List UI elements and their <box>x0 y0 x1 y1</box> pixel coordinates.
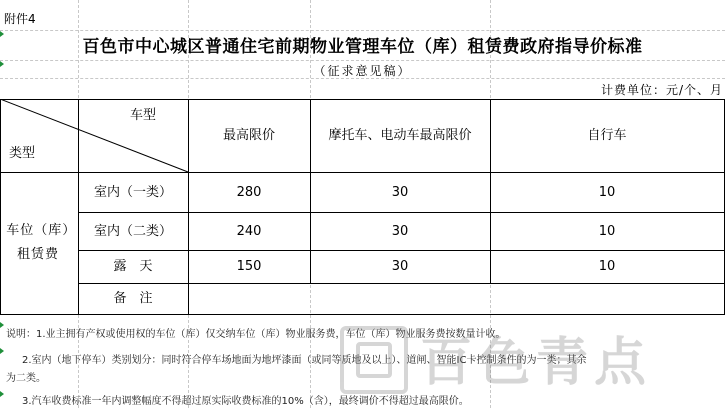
page-title: 百色市中心城区普通住宅前期物业管理车位（库）租赁费政府指导价标准 <box>82 37 643 57</box>
note-line: 为二类。 <box>6 373 46 384</box>
page-subtitle: （征求意见稿） <box>313 64 412 78</box>
column-header-motorcycle: 摩托车、电动车最高限价 <box>328 128 472 143</box>
category-label: 车位（库）租赁费 <box>6 223 70 262</box>
note-line: 3.汽车收费标准一年内调整幅度不得超过原实际收费标准的10%（含），最终调价不得超过最高限价。 <box>22 396 469 407</box>
row-name: 室内（二类） <box>93 223 172 239</box>
table-cell: 30 <box>391 259 409 274</box>
header-category: 类型 <box>8 145 35 161</box>
attachment-label: 附件4 <box>4 12 36 26</box>
row-name: 室内（一类） <box>93 184 172 200</box>
watermark-text: 百色青点 <box>420 333 653 393</box>
table-cell: 30 <box>391 223 409 239</box>
header-vehicle-type: 车型 <box>129 107 156 123</box>
table-cell: 280 <box>236 184 262 200</box>
unit-label: 计费单位：元/个、月 <box>600 83 723 97</box>
table-cell: 240 <box>236 223 262 239</box>
table-cell: 150 <box>236 259 262 274</box>
note-line: 说明：1.业主拥有产权或使用权的车位（库）仅交纳车位（库）物业服务费，车位（库）物业服务费按数量计收。 <box>6 329 506 340</box>
column-header-bicycle: 自行车 <box>587 128 627 143</box>
note-line: 2.室内（地下停车）类别划分：同时符合停车场地面为地坪漆面（或同等质地及以上）、道闸、智能IC卡控制条件的为一类；其余 <box>22 355 587 366</box>
cell-error-marker <box>0 322 4 328</box>
table-cell: 10 <box>598 184 616 200</box>
table-cell: 10 <box>598 259 616 274</box>
column-header-max-price: 最高限价 <box>222 128 275 143</box>
cell-error-marker <box>0 348 4 354</box>
table-cell: 30 <box>391 184 409 200</box>
cell-error-marker <box>0 391 4 397</box>
remarks-label: 备 注 <box>113 291 153 306</box>
row-name: 露 天 <box>113 259 153 274</box>
table-cell: 10 <box>598 223 616 239</box>
